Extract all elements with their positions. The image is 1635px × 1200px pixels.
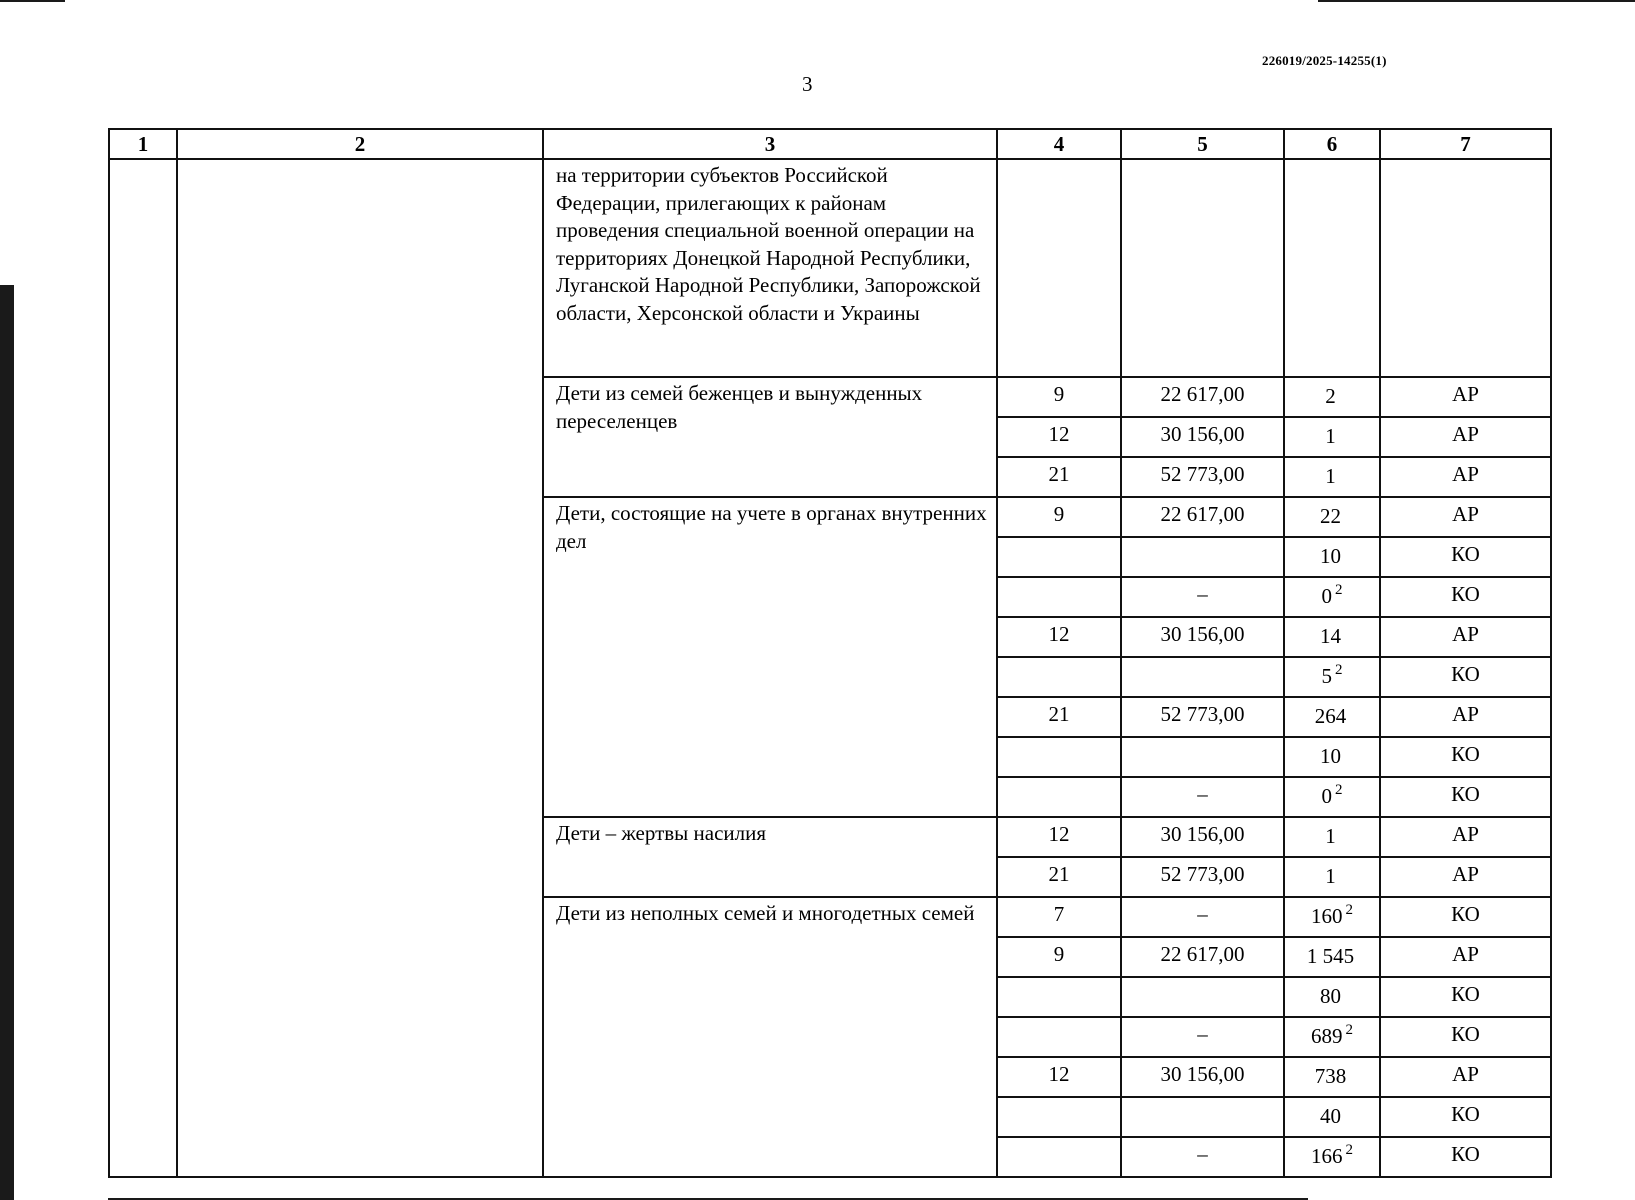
footnote-marker: 2 — [1345, 1022, 1353, 1038]
footnote-marker: 2 — [1345, 1142, 1353, 1158]
age-cell: 7 — [997, 897, 1121, 937]
count-value: 40 — [1320, 1104, 1341, 1128]
code-cell: КО — [1380, 1017, 1551, 1057]
amount-cell: 22 617,00 — [1121, 377, 1284, 417]
age-cell — [997, 777, 1121, 817]
amount-cell: 52 773,00 — [1121, 697, 1284, 737]
amount-cell — [1121, 1097, 1284, 1137]
footnote-marker: 2 — [1335, 582, 1343, 598]
code-cell: КО — [1380, 537, 1551, 577]
age-cell — [997, 577, 1121, 617]
age-cell — [997, 1097, 1121, 1137]
count-value: 2 — [1325, 384, 1336, 408]
count-cell — [1284, 1057, 1380, 1097]
age-cell: 21 — [997, 697, 1121, 737]
table-body — [109, 159, 1551, 1177]
amount-cell: 22 617,00 — [1121, 497, 1284, 537]
column-1-cell — [109, 159, 177, 1177]
count-value: 1 — [1325, 424, 1336, 448]
code-cell: КО — [1380, 977, 1551, 1017]
age-cell — [997, 977, 1121, 1017]
amount-cell: 30 156,00 — [1121, 817, 1284, 857]
age-cell: 9 — [997, 497, 1121, 537]
code-cell: КО — [1380, 777, 1551, 817]
age-cell — [997, 737, 1121, 777]
column-header-5: 5 — [1121, 129, 1284, 159]
count-value: 0 — [1321, 584, 1332, 608]
code-cell: КО — [1380, 657, 1551, 697]
column-header-1: 1 — [109, 129, 177, 159]
intro-text-cell: на территории субъектов Российской Федерации, прилегающих к районам проведения специальной военной операции на территориях Донецкой Народной Республики, Луганской Народной Республики, Запорожской области, Херсонской области и Украины — [543, 159, 997, 377]
category-cell: Дети, состоящие на учете в органах внутренних дел — [543, 497, 997, 817]
count-cell — [1284, 697, 1380, 737]
count-value: 1 — [1325, 824, 1336, 848]
amount-cell: – — [1121, 1017, 1284, 1057]
intro-empty-cell-7 — [1380, 159, 1551, 377]
amount-cell: 30 156,00 — [1121, 617, 1284, 657]
count-cell — [1284, 737, 1380, 777]
amount-cell: – — [1121, 577, 1284, 617]
count-value: 80 — [1320, 984, 1341, 1008]
count-value: 10 — [1320, 744, 1341, 768]
amount-cell: – — [1121, 1137, 1284, 1177]
count-cell — [1284, 497, 1380, 537]
age-cell: 21 — [997, 457, 1121, 497]
count-value: 0 — [1321, 784, 1332, 808]
amount-cell — [1121, 657, 1284, 697]
count-value: 166 — [1311, 1144, 1343, 1168]
code-cell: АР — [1380, 857, 1551, 897]
count-value: 689 — [1311, 1024, 1343, 1048]
amount-cell: 30 156,00 — [1121, 1057, 1284, 1097]
count-value: 22 — [1320, 504, 1341, 528]
age-cell: 12 — [997, 817, 1121, 857]
code-cell: АР — [1380, 817, 1551, 857]
category-cell: Дети из семей беженцев и вынужденных переселенцев — [543, 377, 997, 497]
amount-cell: – — [1121, 897, 1284, 937]
column-header-4: 4 — [997, 129, 1121, 159]
count-cell — [1284, 937, 1380, 977]
age-cell: 9 — [997, 937, 1121, 977]
code-cell: АР — [1380, 497, 1551, 537]
amount-cell — [1121, 977, 1284, 1017]
count-value: 10 — [1320, 544, 1341, 568]
count-cell — [1284, 577, 1380, 617]
document-number: 226019/2025-14255(1) — [1262, 53, 1387, 68]
scan-edge-left — [0, 285, 14, 1200]
category-cell: Дети – жертвы насилия — [543, 817, 997, 897]
code-cell: КО — [1380, 1097, 1551, 1137]
count-cell — [1284, 857, 1380, 897]
age-cell — [997, 1017, 1121, 1057]
scan-edge-top-left — [0, 0, 65, 2]
count-cell — [1284, 977, 1380, 1017]
count-value: 1 545 — [1306, 944, 1355, 968]
count-cell — [1284, 377, 1380, 417]
count-value: 1 — [1325, 864, 1336, 888]
column-2-cell — [177, 159, 543, 1177]
code-cell: АР — [1380, 937, 1551, 977]
count-value: 14 — [1320, 624, 1341, 648]
count-cell — [1284, 1137, 1380, 1177]
footnote-marker: 2 — [1335, 662, 1343, 678]
code-cell: КО — [1380, 897, 1551, 937]
count-cell — [1284, 1017, 1380, 1057]
count-cell — [1284, 777, 1380, 817]
amount-cell — [1121, 537, 1284, 577]
code-cell: АР — [1380, 377, 1551, 417]
code-cell: КО — [1380, 1137, 1551, 1177]
age-cell: 9 — [997, 377, 1121, 417]
intro-empty-cell-4 — [997, 159, 1121, 377]
age-cell: 12 — [997, 617, 1121, 657]
code-cell: АР — [1380, 417, 1551, 457]
count-cell — [1284, 457, 1380, 497]
scan-edge-top-right — [1318, 0, 1635, 2]
age-cell — [997, 657, 1121, 697]
age-cell: 12 — [997, 1057, 1121, 1097]
code-cell: АР — [1380, 697, 1551, 737]
intro-empty-cell-6 — [1284, 159, 1380, 377]
age-cell: 12 — [997, 417, 1121, 457]
code-cell: АР — [1380, 1057, 1551, 1097]
code-cell: КО — [1380, 737, 1551, 777]
footnote-marker: 2 — [1345, 902, 1353, 918]
count-value: 738 — [1314, 1064, 1347, 1088]
amount-cell: 22 617,00 — [1121, 937, 1284, 977]
count-cell — [1284, 657, 1380, 697]
count-value: 1 — [1325, 464, 1336, 488]
count-cell — [1284, 417, 1380, 457]
category-cell: Дети из неполных семей и многодетных семей — [543, 897, 997, 1177]
data-table — [108, 128, 1552, 1178]
column-header-6: 6 — [1284, 129, 1380, 159]
code-cell: АР — [1380, 617, 1551, 657]
count-value: 160 — [1311, 904, 1343, 928]
age-cell — [997, 1137, 1121, 1177]
count-value: 5 — [1321, 664, 1332, 688]
intro-row — [109, 159, 1551, 377]
footnote-marker: 2 — [1335, 782, 1343, 798]
count-cell — [1284, 537, 1380, 577]
count-cell — [1284, 617, 1380, 657]
column-header-2: 2 — [177, 129, 543, 159]
count-cell — [1284, 817, 1380, 857]
age-cell: 21 — [997, 857, 1121, 897]
column-header-3: 3 — [543, 129, 997, 159]
page-number: 3 — [802, 72, 813, 96]
table-header-row — [109, 129, 1551, 159]
amount-cell: 30 156,00 — [1121, 417, 1284, 457]
amount-cell: 52 773,00 — [1121, 857, 1284, 897]
code-cell: КО — [1380, 577, 1551, 617]
count-cell — [1284, 897, 1380, 937]
amount-cell: – — [1121, 777, 1284, 817]
count-cell — [1284, 1097, 1380, 1137]
intro-empty-cell-5 — [1121, 159, 1284, 377]
amount-cell — [1121, 737, 1284, 777]
code-cell: АР — [1380, 457, 1551, 497]
amount-cell: 52 773,00 — [1121, 457, 1284, 497]
column-header-7: 7 — [1380, 129, 1551, 159]
age-cell — [997, 537, 1121, 577]
count-value: 264 — [1314, 704, 1347, 728]
